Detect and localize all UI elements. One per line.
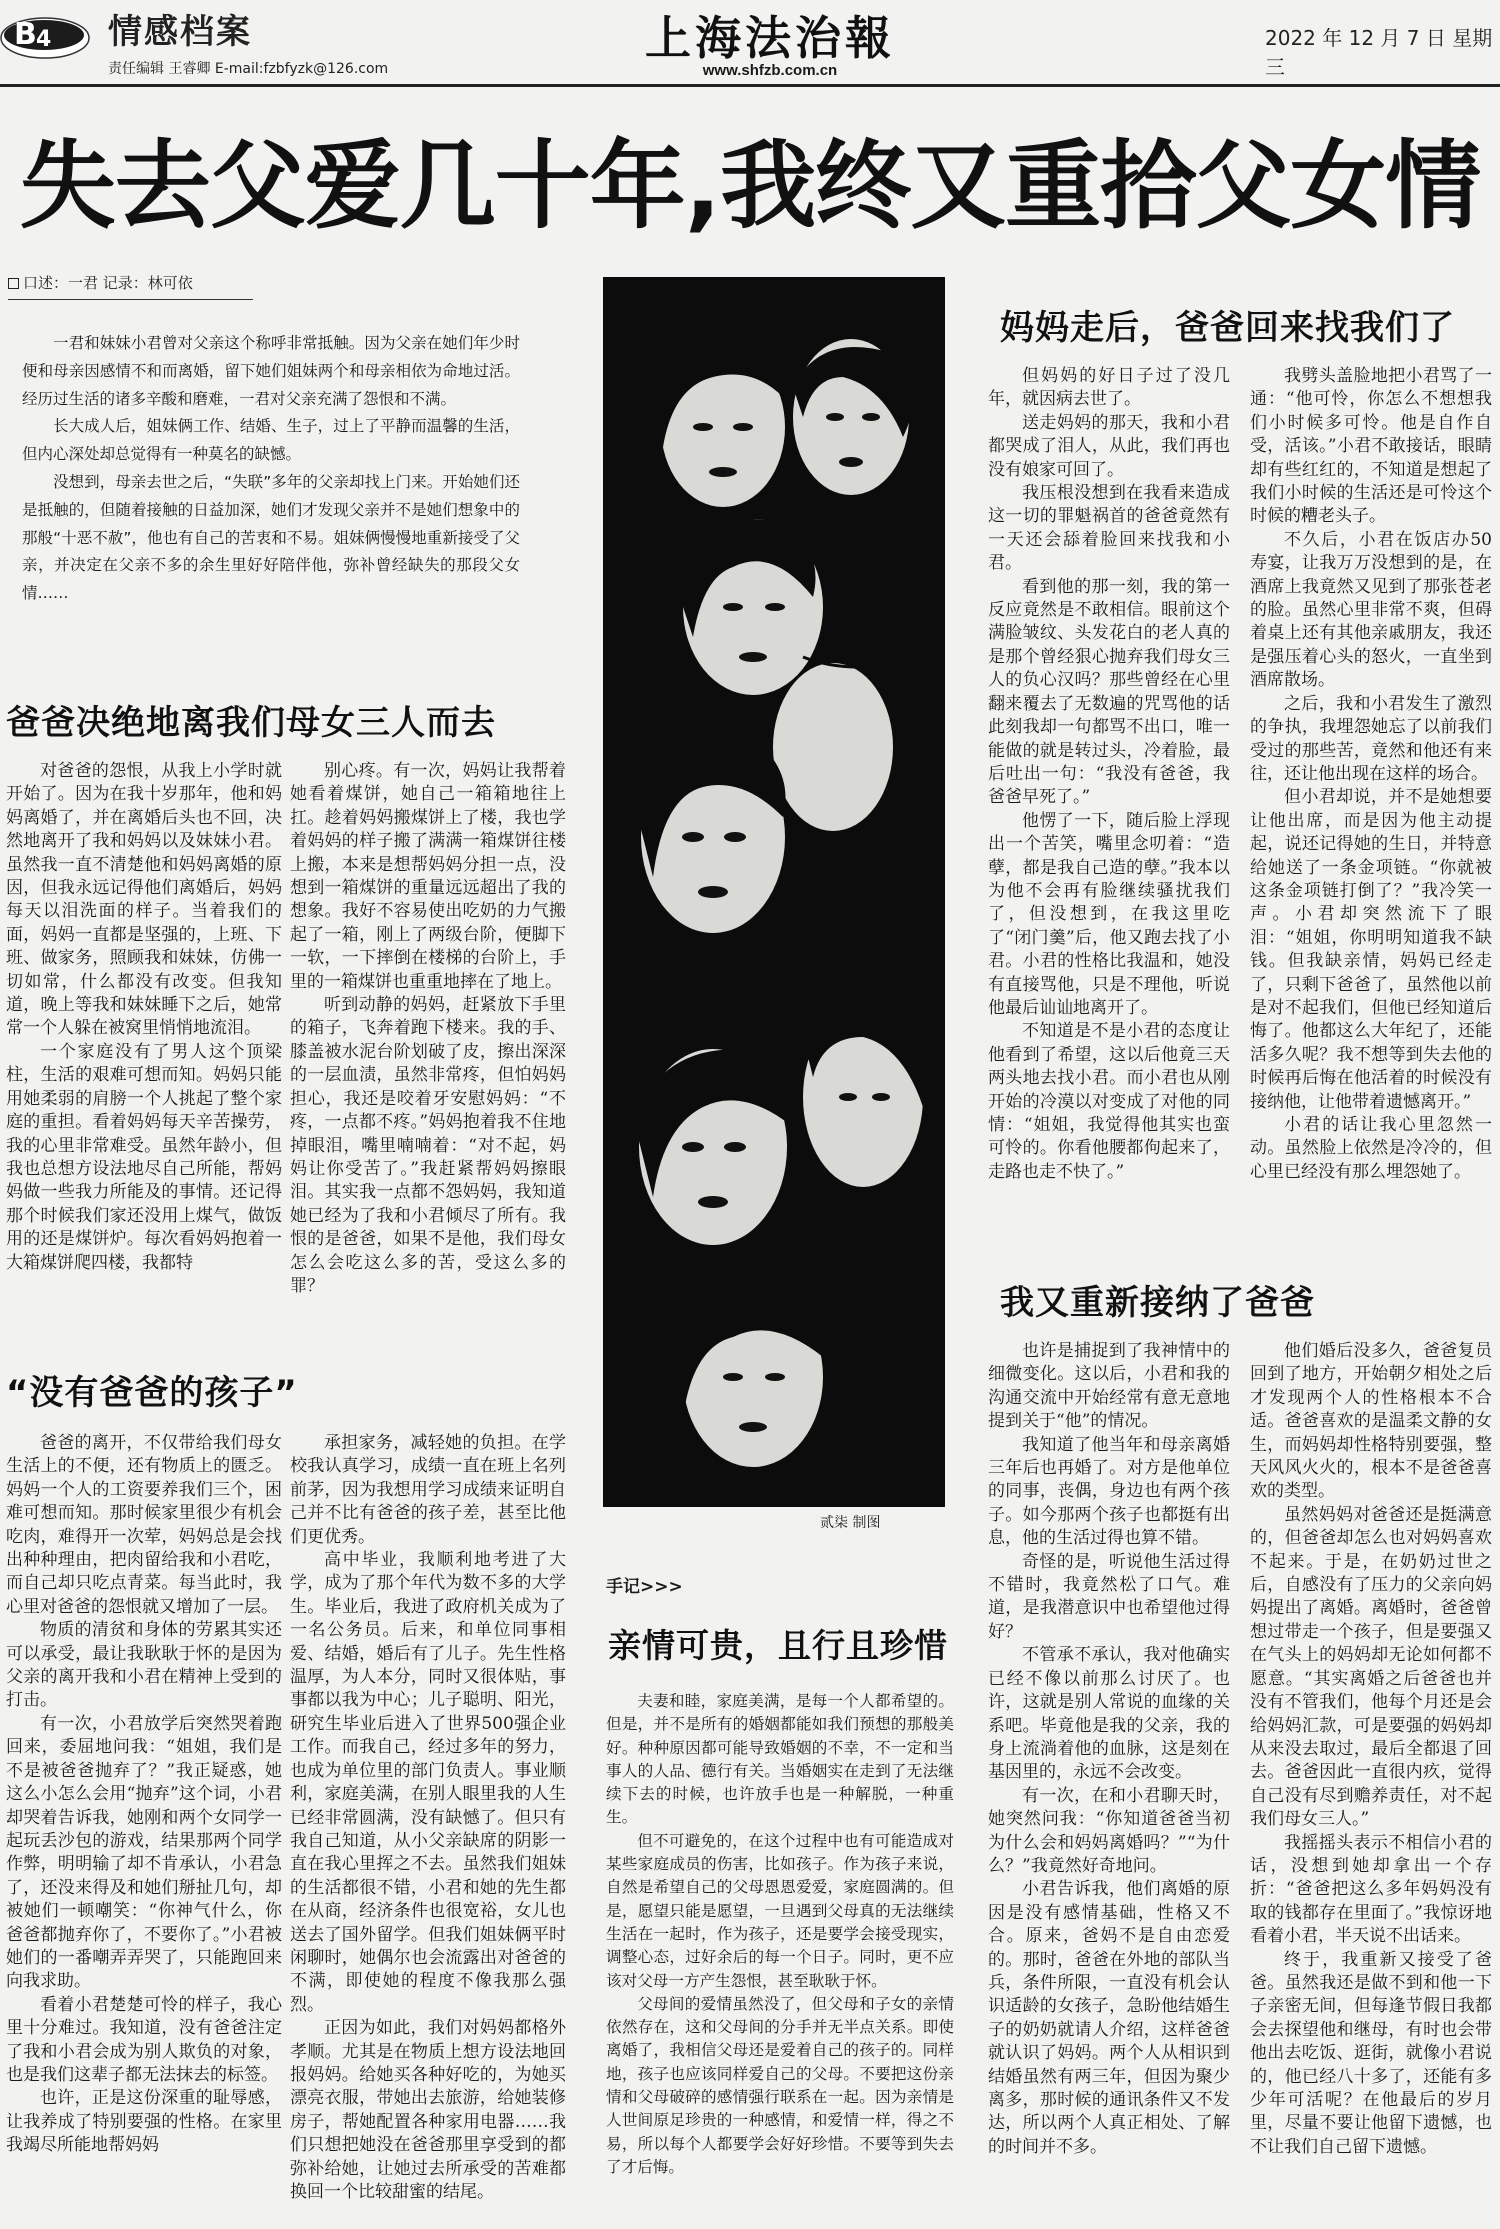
body-paragraph: 一个家庭没有了男人这个顶梁柱，生活的艰难可想而知。妈妈只能用她柔弱的肩膀一个人挑起了整个家庭的重担。看着妈妈每天辛苦操劳，我的心里非常难受。虽然年龄小，但我也总想方设法地尽自己所能，帮妈妈做一些我力所能及的事情。还记得那个时候我们家还没用上煤气，做饭用的还是煤饼炉。每次看妈妈抱着一大箱煤饼爬四楼，我都特	[6, 1041, 282, 1273]
body-paragraph: 他们婚后没多久，爸爸复员回到了地方，开始朝夕相处之后才发现两个人的性格根本不合适。爸爸喜欢的是温柔文静的女生，而妈妈却性格特别要强，整天风风火火的，根本不是爸爸喜欢的类型。	[1250, 1341, 1492, 1502]
section-heading: “没有爸爸的孩子”	[6, 1373, 298, 1413]
article-intro	[22, 330, 520, 640]
body-paragraph: 小君的话让我心里忽然一动。虽然脸上依然是冷冷的，但心里已经没有那么埋怨她了。	[1250, 1115, 1492, 1182]
newspaper-name: 上海法治報	[645, 11, 895, 65]
page-letter: B	[14, 17, 37, 52]
notes-paragraph: 父母间的爱情虽然没了，但父母和子女的亲情依然存在，这和父母间的分手并无半点关系。即使离婚了，我相信父母还是爱着自己的孩子的。同样地，孩子也应该同样爱自己的父母。不要把这份亲情和父母破碎的感情强行联系在一起。因为亲情是人世间原足珍贵的一种感情，和爱情一样，得之不易，所以每个人都要学会好好珍惜。不要等到失去了才后悔。	[606, 1994, 954, 2176]
body-paragraph: 但妈妈的好日子过了没几年，就因病去世了。	[988, 366, 1230, 410]
body-paragraph: 终于，我重新又接受了爸爸。虽然我还是做不到和他一下子亲密无间，但每逢节假日我都会去探望他和继母，有时也会带他出去吃饭、逛街，就像小君说的，他已经八十多了，还能有多少年可活呢？在他最后的岁月里，尽量不要让他留下遗憾，也不让我们自己留下遗憾。	[1250, 1949, 1492, 2157]
page-number: 4	[36, 27, 52, 52]
body-paragraph: 别心疼。有一次，妈妈让我帮着她看着煤饼，她自己一箱箱地往上扛。趁着妈妈搬煤饼上了楼，我也学着妈妈的样子搬了满满一箱煤饼往楼上搬，本来是想帮妈妈分担一点，没想到一箱煤饼的重量远远超出了我的想象。我好不容易使出吃奶的力气搬起了一箱，刚上了两级台阶，便脚下一软，一下摔倒在楼梯的台阶上，手里的一箱煤饼也重重地摔在了地上。	[290, 761, 566, 992]
body-paragraph: 承担家务，减轻她的负担。在学校我认真学习，成绩一直在班上名列前茅，因为我想用学习成绩来证明自己并不比有爸爸的孩子差，甚至比他们更优秀。	[290, 1433, 566, 1547]
byline	[8, 272, 253, 300]
body-paragraph: 高中毕业，我顺利地考进了大学，成为了那个年代为数不多的大学生。毕业后，我进了政府机关成为了一名公务员。后来，和单位同事相爱、结婚，婚后有了儿子。先生性格温厚，为人本分，同时又很体贴，事事都以我为中心；儿子聪明、阳光，研究生毕业后进入了世界500强企业工作。而我自己，经过多年的努力，也成为单位里的部门负责人。事业顺利，家庭美满，在别人眼里我的人生已经非常圆满，没有缺憾了。但只有我自己知道，从小父亲缺席的阴影一直在我心里挥之不去。虽然我们姐妹的生活都很不错，小君和她的先生都在从商，经济条件也很宽裕，女儿也送去了国外留学。但我们姐妹俩平时闲聊时，她偶尔也会流露出对爸爸的不满，即使她的程度不像我那么强烈。	[290, 1550, 566, 2015]
body-paragraph: 爸爸的离开，不仅带给我们母女生活上的不便，还有物质上的匮乏。妈妈一个人的工资要养我们三个，困难可想而知。那时候家里很少有机会吃肉，难得开一次荤，妈妈总是会找出种种理由，把肉留给我和小君吃，而自己却只吃点青菜。每当此时，我心里对爸爸的怨恨就又增加了一层。	[6, 1433, 282, 1617]
body-paragraph: 他愣了一下，随后脸上浮现出一个苦笑，嘴里念叨着：“造孽，都是我自己造的孽。”我本以为他不会再有脸继续骚扰我们了，但没想到，在我这里吃了“闭门羹”后，他又跑去找了小君。小君的性格比我温和，她没有直接骂他，只是不理他，听说他最后讪讪地离开了。	[988, 810, 1230, 1018]
body-paragraph: 送走妈妈的那天，我和小君都哭成了泪人，从此，我们再也没有娘家可回了。	[988, 412, 1230, 480]
square-icon	[8, 278, 19, 289]
text-column	[988, 365, 1230, 1245]
body-paragraph: 听到动静的妈妈，赶紧放下手里的箱子，飞奔着跑下楼来。我的手、膝盖被水泥台阶划破了皮，擦出深深的一层血渍，虽然非常疼，但怕妈妈担心，我还是咬着牙安慰妈妈：“不疼，一点都不疼。”妈妈抱着我不住地掉眼泪，嘴里喃喃着：“对不起，妈妈让你受苦了。”我赶紧帮妈妈擦眼泪。其实我一点都不怨妈妈，我知道她已经为了我和小君倾尽了所有。我恨的是爸爸，如果不是他，我们母女怎么会吃这么多的苦，受这么多的罪？	[290, 995, 566, 1296]
masthead-rule	[0, 84, 1500, 87]
notes-heading: 亲情可贵，且行且珍惜	[608, 1626, 948, 1665]
notes-body	[606, 1690, 954, 2225]
body-paragraph: 看到他的那一刻，我的第一反应竟然是不敢相信。眼前这个满脸皱纹、头发花白的老人真的是那个曾经狠心抛弃我们母女三人的负心汉吗？那些曾经在心里翻来覆去了无数遍的咒骂他的话此刻我却一句都骂不出口，唯一能做的就是转过头，冷着脸，最后吐出一句：“我没有爸爸，我爸爸早死了。”	[988, 576, 1230, 808]
body-paragraph: 小君告诉我，他们离婚的原因是没有感情基础，性格又不合。原来，爸妈不是自由恋爱的。那时，爸爸在外地的部队当兵，条件所限，一直没有机会认识适龄的女孩子，急盼他结婚生子的奶奶就请人介绍，这样爸爸就认识了妈妈。两个人从相识到结婚虽然有两三年，但因为聚少离多，那时候的通讯条件又不发达，所以两个人真正相处、了解的时间并不多。	[988, 1879, 1230, 2157]
body-paragraph: 物质的清贫和身体的劳累其实还可以承受，最让我耿耿于怀的是因为父亲的离开我和小君在精神上受到的打击。	[6, 1620, 282, 1711]
body-paragraph: 也许，正是这份深重的耻辱感，让我养成了特别要强的性格。在家里我竭尽所能地帮妈妈	[6, 2088, 282, 2156]
body-paragraph: 看着小君楚楚可怜的样子，我心里十分难过。我知道，没有爸爸注定了我和小君会成为别人欺负的对象，也是我们这辈子都无法抹去的标签。	[6, 1994, 282, 2085]
newspaper-url[interactable]: www.shfzb.com.cn	[702, 62, 838, 79]
body-paragraph: 正因为如此，我们对妈妈都格外孝顺。尤其是在物质上想方设法地回报妈妈。给她买各种好吃的，为她买漂亮衣服，带她出去旅游，给她装修房子，帮她配置各种家用电器……我们只想把她没在爸爸那里享受到的都弥补给她，让她过去所承受的苦难都换回一个比较甜蜜的结尾。	[290, 2018, 566, 2202]
body-paragraph: 我知道了他当年和母亲离婚三年后也再婚了。对方是他单位的同事，丧偶，身边也有两个孩子。如今那两个孩子也都挺有出息，他的生活过得也算不错。	[988, 1434, 1230, 1549]
intro-paragraph: 没想到，母亲去世之后，“失联”多年的父亲却找上门来。开始她们还是抵触的，但随着接触的日益加深，她们才发现父亲并不是她们想象中的那般“十恶不赦”，他也有自己的苦衷和不易。姐妹俩慢慢地重新接受了父亲，并决定在父亲不多的余生里好好陪伴他，弥补曾经缺失的那段父女情……	[22, 472, 520, 603]
body-paragraph: 对爸爸的怨恨，从我上小学时就开始了。因为在我十岁那年，他和妈妈离婚了，并在离婚后头也不回，决然地离开了我和妈妈以及妹妹小君。虽然我一直不清楚他和妈妈离婚的原因，但我永远记得他们离婚后，妈妈每天以泪洗面的样子。当着我们的面，妈妈一直都是坚强的，上班、下班、做家务，照顾我和妹妹，仿佛一切如常，什么都没有改变。但我知道，晚上等我和妹妹睡下之后，她常常一个人躲在被窝里悄悄地流泪。	[6, 761, 282, 1039]
section-name: 情感档案	[108, 12, 252, 52]
text-column	[6, 1432, 282, 2224]
body-paragraph: 我劈头盖脸地把小君骂了一通：“他可怜，你怎么不想想我们小时候多可怜。他是自作自受，活该。”小君不敢接话，眼睛却有些红红的，不知道是想起了我们小时候的生活还是可怜这个时候的糟老头子。	[1250, 366, 1492, 527]
body-paragraph: 不管承不承认，我对他确实已经不像以前那么讨厌了。也许，这就是别人常说的血缘的关系吧。毕竟他是我的父亲，我的身上流淌着他的血脉，这是刻在基因里的，永远不会改变。	[988, 1645, 1230, 1783]
notes-paragraph: 但不可避免的，在这个过程中也有可能造成对某些家庭成员的伤害，比如孩子。作为孩子来说，自然是希望自己的父母恩恩爱爱，家庭圆满的。但是，愿望只能是愿望，一旦遇到父母真的无法继续生活在一起时，作为孩子，还是要学会接受现实，调整心态，过好余后的每一个日子。同时，更不应该对父母一方产生怨恨，甚至耿耿于怀。	[606, 1831, 954, 1990]
text-column	[1250, 365, 1492, 1245]
body-paragraph: 之后，我和小君发生了激烈的争执，我埋怨她忘了以前我们受过的那些苦，竟然和他还有来往，还让他出现在这样的场合。	[1250, 693, 1492, 784]
section-heading: 我又重新接纳了爸爸	[1000, 1283, 1315, 1323]
body-paragraph: 也许是捕捉到了我神情中的细微变化。这以后，小君和我的沟通交流中开始经常有意无意地提到关于“他”的情况。	[988, 1341, 1230, 1432]
body-paragraph: 但小君却说，并不是她想要让他出席，而是因为他主动提起，说还记得她的生日，并特意给她送了一条金项链。“你就被这条金项链打倒了？”我冷笑一声。小君却突然流下了眼泪：“姐姐，你明明知道我不缺钱。但我缺亲情，妈妈已经走了，只剩下爸爸了，虽然他以前是对不起我们，但他已经知道后悔了。他都这么大年纪了，还能活多久呢？我不想等到失去他的时候再后悔在他活着的时候没有接纳他，让他带着遗憾离开。”	[1250, 787, 1492, 1112]
text-column	[988, 1340, 1230, 2225]
body-paragraph: 不知道是不是小君的态度让他看到了希望，这以后他竟三天两头地去找小君。而小君也从刚开始的冷漠以对变成了对他的同情：“姐姐，我觉得他其实也蛮可怜的。你看他腰都佝起来了，走路也走不快了。”	[988, 1021, 1230, 1182]
notes-label: 手记>>>	[606, 1577, 683, 1597]
article-headline: 失去父爱几十年,我终又重拾父女情	[19, 130, 1481, 242]
intro-paragraph: 长大成人后，姐妹俩工作、结婚、生子，过上了平静而温馨的生活，但内心深处却总觉得有一种莫名的缺憾。	[22, 417, 520, 464]
body-paragraph: 我摇摇头表示不相信小君的话，没想到她却拿出一个存折：“爸爸把这么多年妈妈没有取的钱都存在里面了。”我惊讶地看着小君，半天说不出话来。	[1250, 1832, 1492, 1947]
body-paragraph: 我压根没想到在我看来造成这一切的罪魁祸首的爸爸竟然有一天还会舔着脸回来找我和小君。	[988, 483, 1230, 574]
notes-paragraph: 夫妻和睦，家庭美满，是每一个人都希望的。但是，并不是所有的婚姻都能如我们预想的那般美好。种种原因都可能导致婚姻的不幸，不一定和当事人的人品、德行有关。当婚姻实在走到了无法继续下去的时候，也许放手也是一种解脱，一种重生。	[606, 1692, 954, 1827]
page-number-badge	[0, 2, 98, 64]
illustration-credit: 贰柒 制图	[820, 1515, 881, 1531]
intro-paragraph: 一君和妹妹小君曾对父亲这个称呼非常抵触。因为父亲在她们年少时便和母亲因感情不和而离婚，留下她们姐妹两个和母亲相依为命地过活。经历过生活的诸多辛酸和磨难，一君对父亲充满了怨恨和不满。	[22, 334, 520, 408]
text-column	[290, 760, 566, 1360]
text-column	[6, 760, 282, 1360]
byline-text: 口述：一君 记录：林可依	[23, 274, 193, 292]
text-column	[1250, 1340, 1492, 2225]
editor-line: 责任编辑 王睿卿 E-mail:fzbfyzk@126.com	[108, 61, 389, 77]
section-heading: 妈妈走后，爸爸回来找我们了	[1000, 308, 1455, 348]
body-paragraph: 不久后，小君在饭店办50寿宴，让我万万没想到的是，在酒席上我竟然又见到了那张苍老的脸。虽然心里非常不爽，但碍着桌上还有其他亲戚朋友，我还是强压着心头的怒火，一直坐到酒席散场。	[1250, 529, 1492, 691]
illustration-portraits	[603, 277, 945, 1507]
body-paragraph: 有一次，小君放学后突然哭着跑回来，委屈地问我：“姐姐，我们是不是被爸爸抛弃了？”我正疑惑，她这么小怎么会用“抛弃”这个词，小君却哭着告诉我，她刚和两个女同学一起玩丢沙包的游戏，结果那两个同学作弊，明明输了却不肯承认，小君急了，还没来得及和她们掰扯几句，却被她们一顿嘲笑：“你神气什么，你爸爸都抛弃你了，不要你了。”小君被她们的一番嘲弄弄哭了，只能跑回来向我求助。	[6, 1713, 282, 1992]
section-heading: 爸爸决绝地离我们母女三人而去	[6, 703, 496, 743]
issue-date: 2022 年 12 月 7 日 星期三	[1265, 26, 1493, 79]
body-paragraph: 奇怪的是，听说他生活过得不错时，我竟然松了口气。难道，是我潜意识中也希望他过得好？	[988, 1551, 1230, 1642]
text-column	[290, 1432, 566, 2224]
body-paragraph: 有一次，在和小君聊天时，她突然问我：“你知道爸爸当初为什么会和妈妈离婚吗？”“为什么？”我竟然好奇地问。	[988, 1785, 1230, 1876]
body-paragraph: 虽然妈妈对爸爸还是挺满意的，但爸爸却怎么也对妈妈喜欢不起来。于是，在奶奶过世之后，自感没有了压力的父亲向妈妈提出了离婚。离婚时，爸爸曾想过带走一个孩子，但是要强又在气头上的妈妈却无论如何都不愿意。“其实离婚之后爸爸也并没有不管我们，他每个月还是会给妈妈汇款，可是要强的妈妈却从来没去取过，最后全都退了回去。爸爸因此一直很内疚，觉得自己没有尽到赡养责任，对不起我们母女三人。”	[1250, 1504, 1492, 1830]
